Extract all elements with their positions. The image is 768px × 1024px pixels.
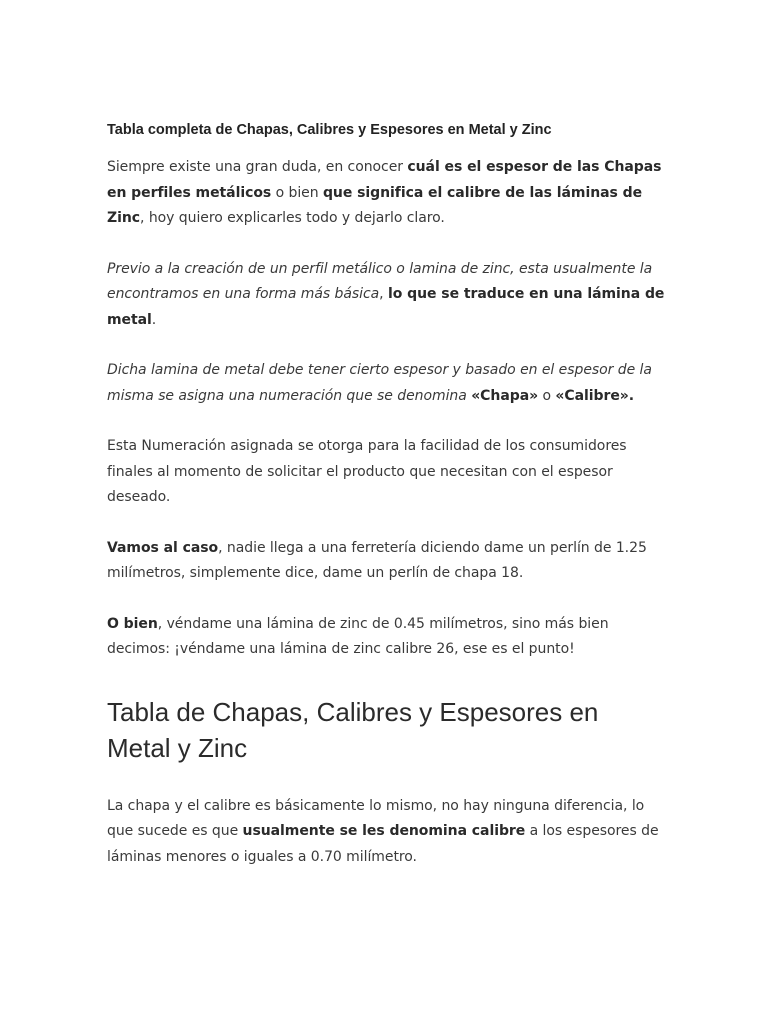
text-run-bold: «Chapa» — [471, 387, 539, 404]
paragraph — [107, 794, 667, 871]
text-run-bold: Vamos al caso — [107, 539, 219, 556]
paragraph — [107, 536, 667, 587]
text-run: Siempre existe una gran duda, en conocer — [107, 159, 408, 175]
paragraph — [107, 155, 667, 232]
section-heading: Tabla de Chapas, Calibres y Espesores en Metal y Zinc — [107, 696, 599, 763]
text-run: . — [151, 311, 157, 328]
section-paragraphs — [107, 794, 667, 871]
paragraph — [107, 612, 667, 663]
text-run: o — [538, 387, 556, 404]
text-run-italic: Dicha lamina de metal debe tener cierto espesor y basado en el espesor de la misma se asigna una numeración que se denomina — [107, 362, 652, 404]
text-run-bold: O bien — [107, 615, 158, 632]
text-run: a los espesores de láminas menores o iguales a 0.70 milímetro. — [107, 823, 659, 865]
intro-paragraphs — [107, 155, 667, 663]
paragraph — [107, 434, 667, 511]
text-run: , — [379, 286, 388, 302]
text-run: La chapa y el calibre es básicamente lo mismo, no hay ninguna diferencia, lo que sucede es que — [107, 797, 645, 839]
text-run: , hoy quiero explicarles todo y dejarlo claro. — [140, 210, 445, 226]
text-run: , nadie llega a una ferretería diciendo dame un perlín de 1.25 milímetros, simplemente dice, dame un perlín de chapa 18. — [107, 539, 647, 581]
article-title: Tabla completa de Chapas, Calibres y Espesores en Metal y Zinc — [107, 122, 552, 138]
text-run: , véndame una lámina de zinc de 0.45 milímetros, sino más bien decimos: ¡véndame una lámina de zinc calibre 26, ese es el punto! — [107, 615, 609, 657]
paragraph — [107, 358, 667, 409]
text-run-bold: «Calibre». — [555, 387, 635, 404]
text-run-bold: cuál es el espesor de las Chapas en perfiles metálicos — [107, 159, 662, 201]
text-run-bold: usualmente se les denomina calibre — [242, 823, 526, 839]
paragraph — [107, 257, 667, 334]
article — [107, 121, 667, 870]
text-run-italic: Previo a la creación de un perfil metálico o lamina de zinc, esta usualmente la encontramos en una forma más básica — [107, 260, 653, 302]
text-run-bold: que significa el calibre de las láminas de Zinc — [107, 184, 643, 226]
text-run: Esta Numeración asignada se otorga para la facilidad de los consumidores finales al momento de solicitar el producto que necesitan con el espesor deseado. — [107, 438, 627, 505]
text-run: o bien — [271, 184, 323, 201]
text-run-bold: lo que se traduce en una lámina de metal — [107, 286, 665, 328]
